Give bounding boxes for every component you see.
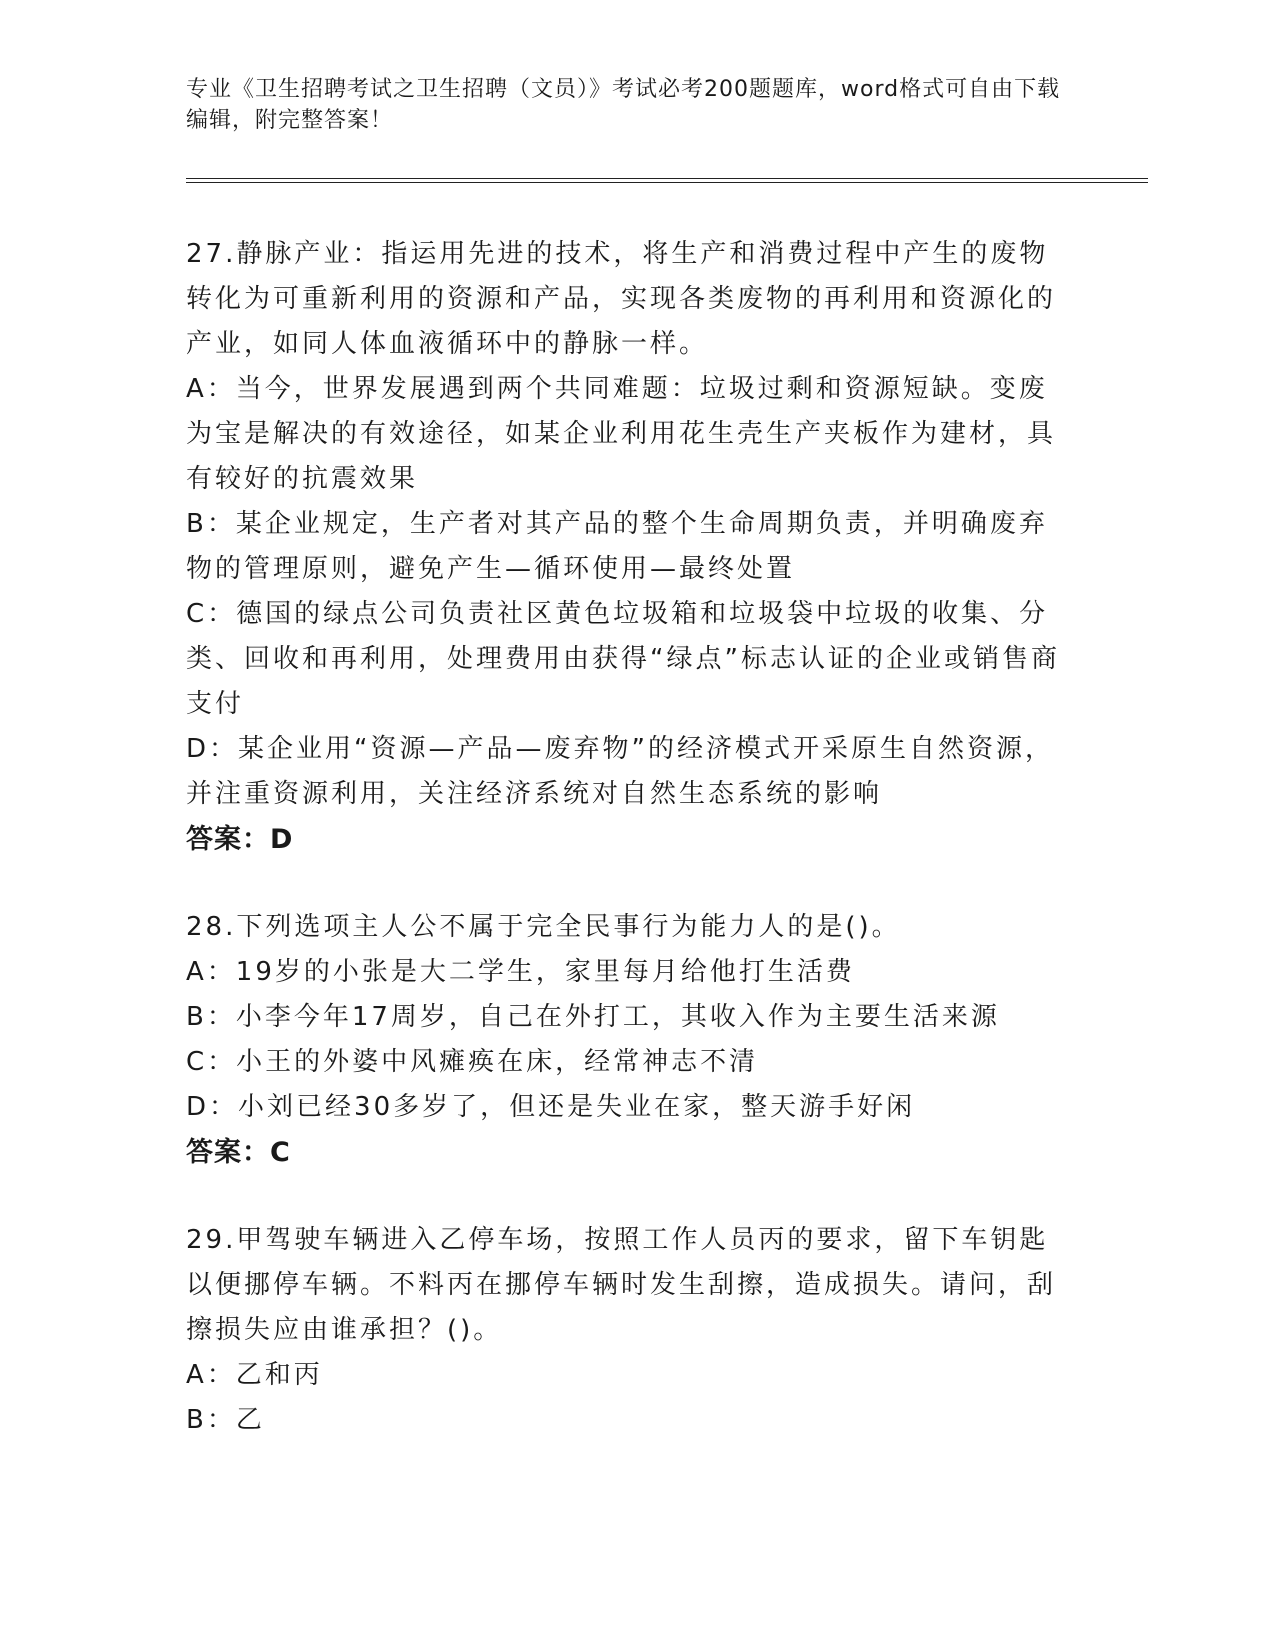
- header-divider-bottom: [186, 182, 1148, 183]
- question-29: [186, 1218, 1076, 1443]
- question-stem: 29.甲驾驶车辆进入乙停车场，按照工作人员丙的要求，留下车钥匙以便挪停车辆。不料丙在挪停车辆时发生刮擦，造成损失。请问，刮擦损失应由谁承担？()。: [186, 1225, 1057, 1345]
- answer-label: 答案：D: [186, 824, 294, 855]
- option-d: D：某企业用“资源—产品—废弃物”的经济模式开采原生自然资源，并注重资源利用，关注经济系统对自然生态系统的影响: [186, 734, 1054, 809]
- question-28: [186, 905, 1076, 1176]
- header-divider-top: [186, 178, 1148, 179]
- document-header: 专业《卫生招聘考试之卫生招聘（文员）》考试必考200题题库，word格式可自由下载编辑，附完整答案！: [186, 77, 1061, 133]
- option-b: B：某企业规定，生产者对其产品的整个生命周期负责，并明确废弃物的管理原则，避免产生—循环使用—最终处置: [186, 509, 1048, 584]
- answer-label: 答案：C: [186, 1137, 291, 1168]
- option-c: C：小王的外婆中风瘫痪在床，经常神志不清: [186, 1047, 759, 1077]
- option-b: B：小李今年17周岁，自己在外打工，其收入作为主要生活来源: [186, 1002, 1000, 1032]
- option-a: A：当今，世界发展遇到两个共同难题：垃圾过剩和资源短缺。变废为宝是解决的有效途径，如某企业利用花生壳生产夹板作为建材，具有较好的抗震效果: [186, 374, 1057, 494]
- option-b: B：乙: [186, 1405, 265, 1435]
- option-c: C：德国的绿点公司负责社区黄色垃圾箱和垃圾袋中垃圾的收集、分类、回收和再利用，处理费用由获得“绿点”标志认证的企业或销售商支付: [186, 599, 1060, 719]
- option-d: D：小刘已经30多岁了，但还是失业在家，整天游手好闲: [186, 1092, 916, 1122]
- question-stem: 28.下列选项主人公不属于完全民事行为能力人的是()。: [186, 912, 901, 942]
- option-a: A：乙和丙: [186, 1360, 323, 1390]
- question-list: [186, 232, 1076, 1443]
- question-stem: 27.静脉产业：指运用先进的技术，将生产和消费过程中产生的废物转化为可重新利用的资源和产品，实现各类废物的再利用和资源化的产业，如同人体血液循环中的静脉一样。: [186, 239, 1057, 359]
- option-a: A：19岁的小张是大二学生，家里每月给他打生活费: [186, 957, 855, 987]
- question-27: [186, 232, 1076, 863]
